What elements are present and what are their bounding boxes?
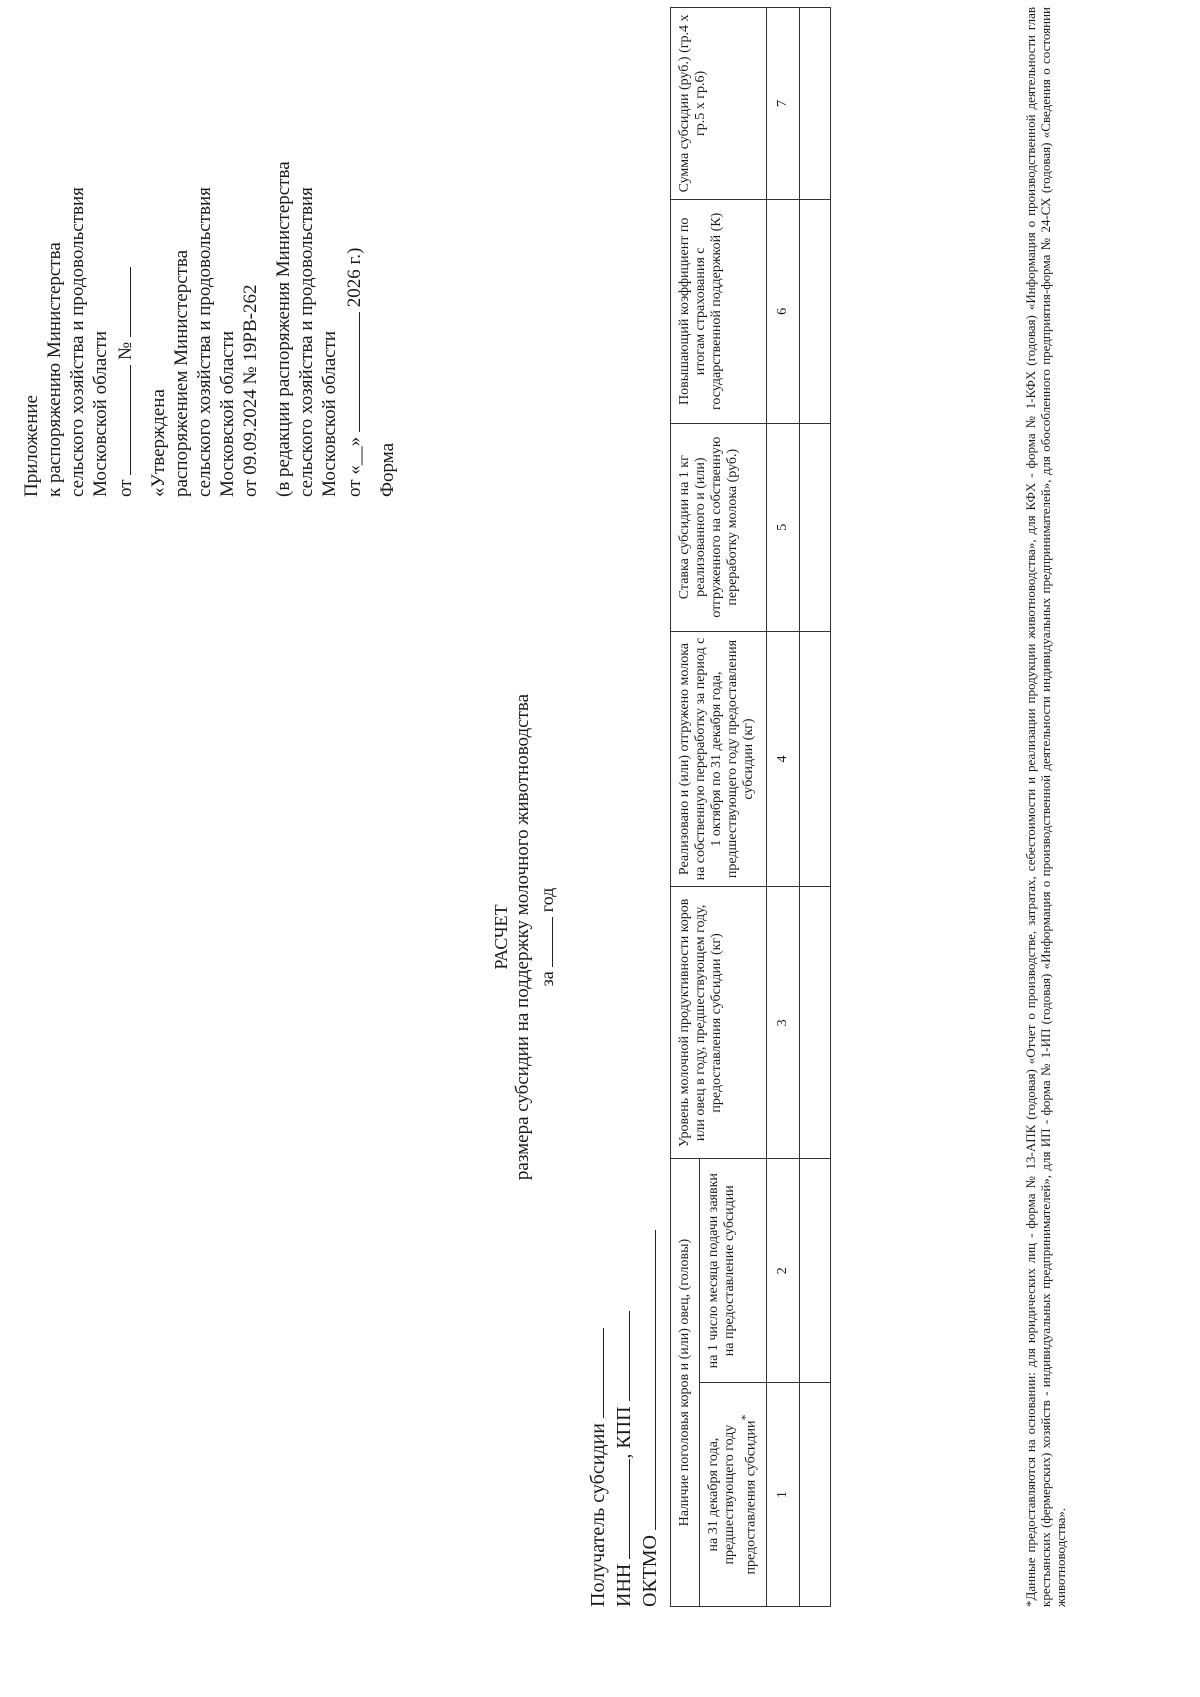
table-number-row bbox=[766, 8, 799, 1607]
period-suffix: год bbox=[537, 887, 557, 913]
approval-header bbox=[20, 57, 399, 497]
edition-line: Московской области bbox=[319, 330, 340, 497]
table-header-row bbox=[671, 8, 700, 1607]
appendix-num-blank bbox=[112, 267, 131, 337]
col-number: 3 bbox=[766, 887, 799, 1159]
header-cell-dec31: на 31 декабря года, предшествующего году предоставления субсидии* bbox=[700, 1383, 767, 1607]
appendix-line: к распоряжению Министерства bbox=[44, 242, 65, 497]
appendix-num-label: № bbox=[115, 341, 136, 360]
table-cell-empty bbox=[799, 1159, 830, 1383]
table-cell-empty bbox=[799, 887, 830, 1159]
period-prefix: за bbox=[537, 971, 557, 987]
table-row-empty bbox=[799, 8, 830, 1607]
period-blank bbox=[534, 917, 553, 967]
table-cell-empty bbox=[799, 199, 830, 423]
header-cell-milk-sold: Реализовано и (или) отгружено молока на собственную переработку за период с 1 октября по 31 декабря года, предшествующего году предоставления субсидии (кг) bbox=[671, 631, 767, 887]
footnote-marker: * bbox=[739, 1414, 752, 1421]
recipient-label: Получатель субсидии bbox=[587, 1423, 609, 1607]
appendix-date-label: от bbox=[115, 479, 136, 497]
appendix-date-line bbox=[112, 57, 137, 497]
kpp-label: , КПП bbox=[613, 1406, 635, 1459]
kpp-blank bbox=[611, 1311, 630, 1401]
inn-label: ИНН bbox=[613, 1563, 635, 1607]
edition-date-blank bbox=[341, 312, 360, 432]
appendix-line: сельского хозяйства и продовольствия bbox=[67, 187, 88, 497]
table-cell-empty bbox=[799, 8, 830, 200]
table-cell-empty bbox=[799, 423, 830, 631]
approved-line: распоряжением Министерства bbox=[171, 249, 192, 497]
header-cell-livestock-group: Наличие поголовья коров и (или) овец, (головы) bbox=[671, 1159, 700, 1607]
edition-year: 2026 г.) bbox=[344, 247, 365, 308]
form-label: Форма bbox=[377, 442, 398, 497]
col-number: 2 bbox=[766, 1159, 799, 1383]
col-number: 7 bbox=[766, 8, 799, 200]
table-cell-empty bbox=[799, 631, 830, 887]
edition-line: (в редакции распоряжения Министерства bbox=[273, 161, 294, 497]
col-number: 6 bbox=[766, 199, 799, 423]
col-number: 1 bbox=[766, 1383, 799, 1607]
edition-date-prefix: от «__» bbox=[344, 436, 365, 497]
calculation-table bbox=[670, 7, 831, 1607]
appendix-date-blank bbox=[112, 365, 131, 475]
table-cell-empty bbox=[799, 1383, 830, 1607]
oktmo-label: ОКТМО bbox=[639, 1535, 661, 1607]
header-cell-subsidy-sum: Сумма субсидии (руб.) (гр.4 х гр.5 х гр.6) bbox=[671, 8, 767, 200]
header-cell-coefficient: Повышающий коэффициент по итогам страхования с государственной поддержкой (К) bbox=[671, 199, 767, 423]
approved-line: Московской области bbox=[217, 330, 238, 497]
title-line: размера субсидии на поддержку молочного животноводства bbox=[512, 693, 533, 1181]
approved-line: сельского хозяйства и продовольствия bbox=[194, 187, 215, 497]
recipient-blank bbox=[585, 1328, 604, 1418]
document-title bbox=[490, 527, 558, 1347]
col-number: 4 bbox=[766, 631, 799, 887]
header-cell-subsidy-rate: Ставка субсидии на 1 кг реализованного и (или) отгруженного на собственную переработку молока (руб.) bbox=[671, 423, 767, 631]
edition-date-line bbox=[341, 57, 366, 497]
appendix-line: Приложение bbox=[21, 395, 42, 497]
recipient-block bbox=[585, 1007, 663, 1607]
edition-line: сельского хозяйства и продовольствия bbox=[296, 187, 317, 497]
inn-blank bbox=[611, 1459, 630, 1559]
header-cell-month-first: на 1 число месяца подачи заявки на предоставление субсидии bbox=[700, 1159, 767, 1383]
appendix-line: Московской области bbox=[90, 330, 111, 497]
title-line: РАСЧЕТ bbox=[491, 904, 511, 970]
approved-line: «Утверждена bbox=[148, 389, 169, 497]
footnote: *Данные предоставляются на основании: для юридических лиц - форма № 13-АПК (годовая) «Отчет о производстве, затратах, себестоимости и реализации продукции животноводства», для КФХ - форма № 1-КФХ (годовая) «Информация о производственной деятельности глав крестьянских (фермерских) хозяйств - индивидуальных предпринимателей», для ИП - форма № 1-ИП (годовая) «Информация о производственной деятельности индивидуальных предпринимателей», для обособленного предприятия-форма № 24-СХ (годовая) «Сведения о состоянии животноводства». bbox=[1023, 7, 1068, 1607]
header-cell-productivity: Уровень молочной продуктивности коров или овец в году, предшествующем году, предоставления субсидии (кг) bbox=[671, 887, 767, 1159]
col-number: 5 bbox=[766, 423, 799, 631]
approved-line: от 09.09.2024 № 19РВ-262 bbox=[240, 284, 261, 497]
oktmo-blank bbox=[637, 1230, 656, 1530]
title-period bbox=[534, 527, 558, 1347]
